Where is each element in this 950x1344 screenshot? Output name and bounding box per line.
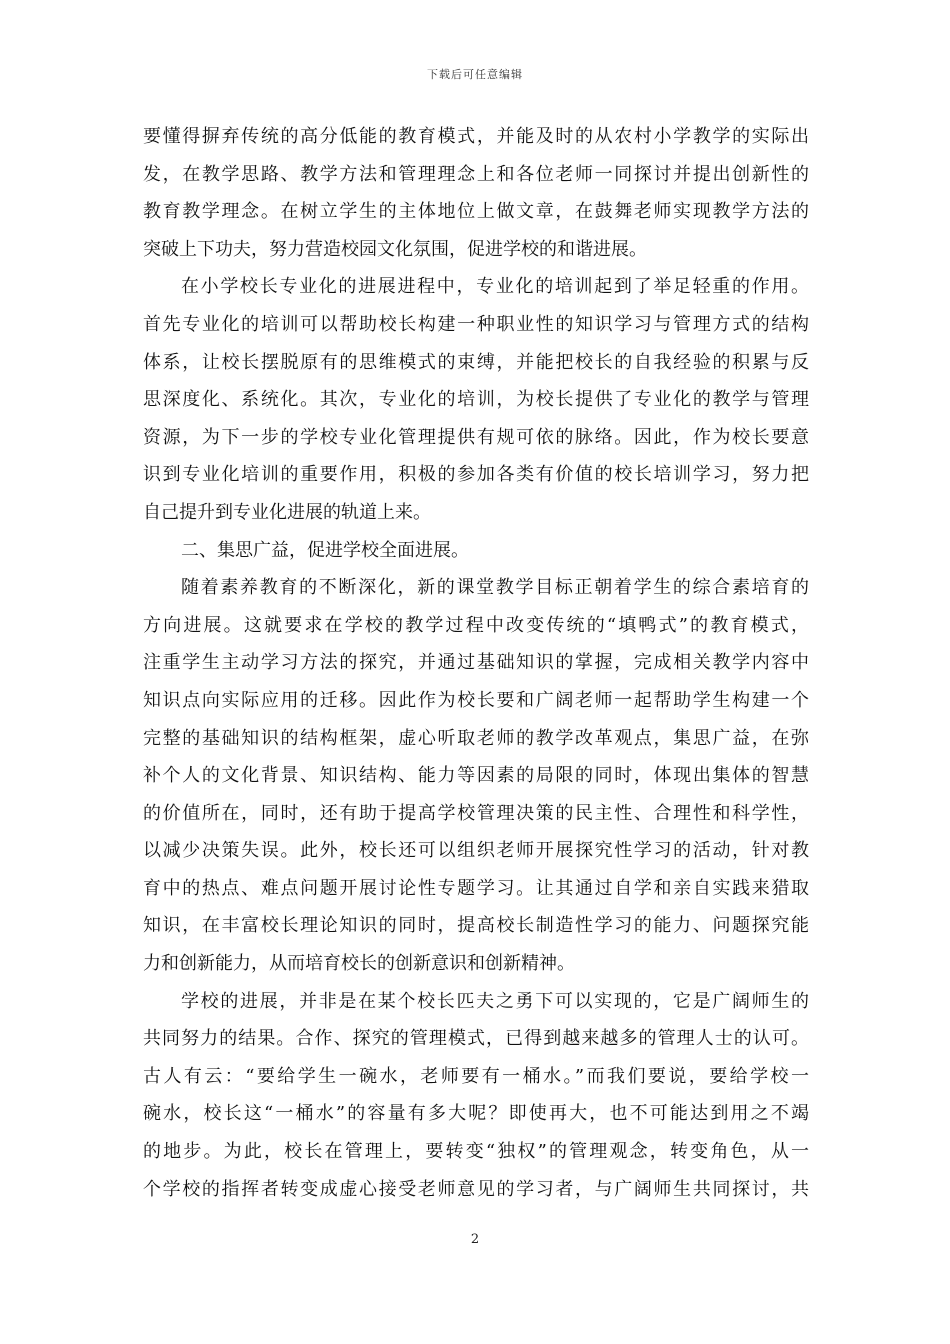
- text-line: 突破上下功夫，努力营造校园文化氛围，促进学校的和谐进展。: [143, 238, 647, 260]
- text-line: 的价值所在，同时，还有助于提高学校管理决策的民主性、合理性和科学性，: [143, 802, 809, 824]
- text-line: 育中的热点、难点问题开展讨论性专题学习。让其通过自学和亲自实践来猎取: [143, 877, 809, 899]
- text-line: 要懂得摒弃传统的高分低能的教育模式，并能及时的从农村小学教学的实际出: [143, 126, 809, 147]
- text-line: 体系，让校长摆脱原有的思维模式的束缚，并能把校长的自我经验的积累与反: [143, 351, 809, 373]
- text-line: 知识点向实际应用的迁移。因此作为校长要和广阔老师一起帮助学生构建一个: [143, 689, 809, 711]
- page-header: 下载后可任意编辑: [427, 68, 523, 81]
- text-line: 在小学校长专业化的进展进程中，专业化的培训起到了举足轻重的作用。: [181, 276, 809, 298]
- text-line: 二、集思广益，促进学校全面进展。: [181, 539, 469, 561]
- page-number: 2: [470, 1232, 480, 1247]
- text-line: 随着素养教育的不断深化，新的课堂教学目标正朝着学生的综合素培育的: [181, 577, 809, 599]
- document-body: [143, 118, 809, 1208]
- text-line: 资源，为下一步的学校专业化管理提供有规可依的脉络。因此，作为校长要意: [143, 426, 809, 448]
- text-line: 力和创新能力，从而培育校长的创新意识和创新精神。: [143, 953, 575, 975]
- text-line: 补个人的文化背景、知识结构、能力等因素的局限的同时，体现出集体的智慧: [143, 765, 809, 787]
- text-line: 的地步。为此，校长在管理上，要转变“独权”的管理观念，转变角色，从一: [143, 1141, 809, 1163]
- text-line: 以减少决策失误。此外，校长还可以组织老师开展探究性学习的活动，针对教: [143, 840, 809, 862]
- text-line: 完整的基础知识的结构框架，虚心听取老师的教学改革观点，集思广益，在弥: [143, 727, 809, 749]
- text-line: 个学校的指挥者转变成虚心接受老师意见的学习者，与广阔师生共同探讨，共: [143, 1178, 809, 1200]
- text-line: 首先专业化的培训可以帮助校长构建一种职业性的知识学习与管理方式的结构: [143, 313, 809, 335]
- text-line: 思深度化、系统化。其次，专业化的培训，为校长提供了专业化的教学与管理: [143, 389, 809, 411]
- text-line: 识到专业化培训的重要作用，积极的参加各类有价值的校长培训学习，努力把: [143, 464, 809, 486]
- text-line: 古人有云：“要给学生一碗水，老师要有一桶水。”而我们要说，要给学校一: [143, 1065, 809, 1087]
- text-line: 自己提升到专业化进展的轨道上来。: [143, 501, 431, 523]
- text-line: 知识，在丰富校长理论知识的同时，提高校长制造性学习的能力、问题探究能: [143, 915, 809, 937]
- text-line: 发，在教学思路、教学方法和管理理念上和各位老师一同探讨并提出创新性的: [143, 163, 809, 185]
- text-line: 教育教学理念。在树立学生的主体地位上做文章，在鼓舞老师实现教学方法的: [143, 201, 809, 223]
- text-line: 注重学生主动学习方法的探究，并通过基础知识的掌握，完成相关教学内容中: [143, 652, 809, 674]
- text-line: 碗水，校长这“一桶水”的容量有多大呢？即使再大，也不可能达到用之不竭: [143, 1103, 809, 1125]
- text-line: 方向进展。这就要求在学校的教学过程中改变传统的“填鸭式”的教育模式，: [143, 614, 809, 636]
- text-line: 学校的进展，并非是在某个校长匹夫之勇下可以实现的，它是广阔师生的: [181, 990, 809, 1012]
- text-line: 共同努力的结果。合作、探究的管理模式，已得到越来越多的管理人士的认可。: [143, 1028, 809, 1050]
